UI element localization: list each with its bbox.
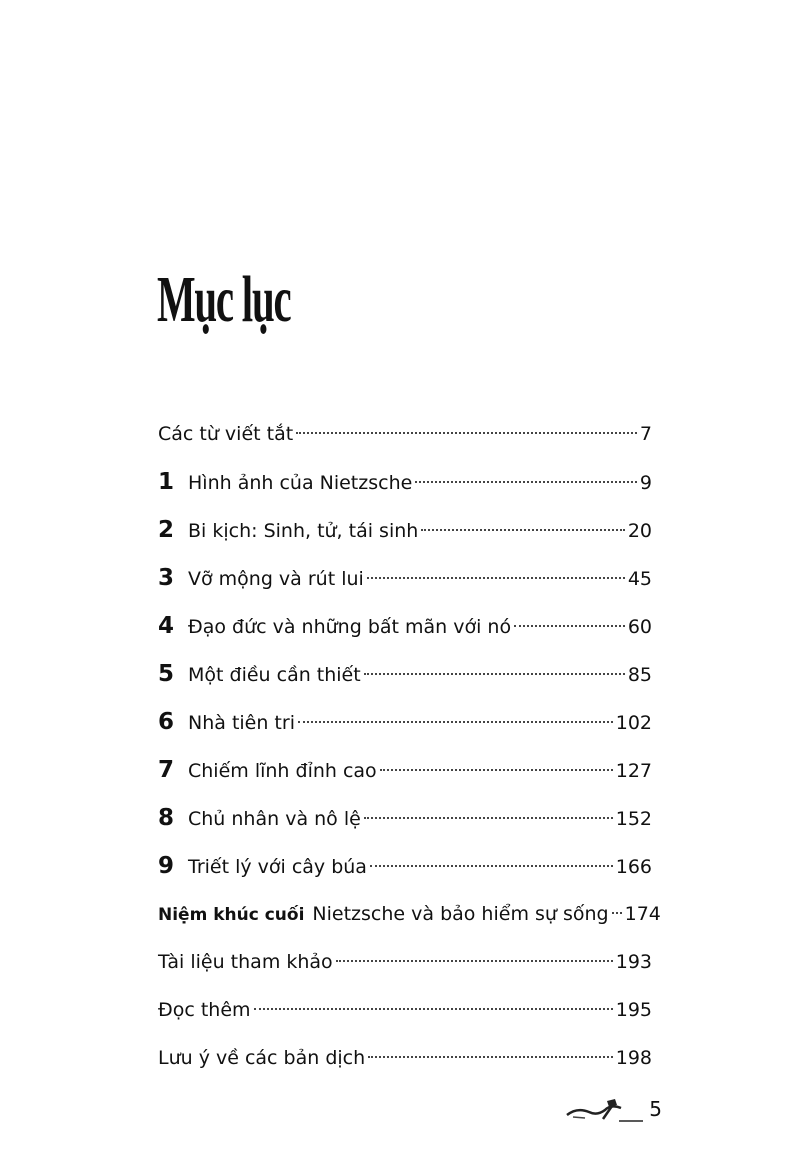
page-number: 5 bbox=[649, 1097, 662, 1121]
toc-entry-label: Chủ nhân và nô lệ bbox=[188, 808, 361, 830]
dot-leader bbox=[254, 1008, 613, 1010]
toc-entry-abbreviations[interactable] bbox=[158, 410, 652, 458]
toc-entry-label: Các từ viết tắt bbox=[158, 423, 294, 445]
dot-leader bbox=[370, 865, 613, 867]
hammer-ornament-icon bbox=[563, 1095, 643, 1123]
toc-entry-page: 9 bbox=[639, 472, 652, 494]
toc-entry-chapter-1[interactable] bbox=[158, 458, 652, 506]
toc-entry-chapter-5[interactable] bbox=[158, 650, 652, 698]
chapter-number: 5 bbox=[158, 661, 175, 687]
toc-entry-page: 102 bbox=[615, 712, 652, 734]
toc-entry-further-reading[interactable] bbox=[158, 986, 652, 1034]
chapter-number: 3 bbox=[158, 565, 175, 591]
chapter-number: 2 bbox=[158, 517, 175, 543]
chapter-number: 7 bbox=[158, 757, 175, 783]
toc-entry-chapter-9[interactable] bbox=[158, 842, 652, 890]
dot-leader bbox=[415, 481, 637, 483]
toc-entry-chapter-4[interactable] bbox=[158, 602, 652, 650]
toc-entry-page: 152 bbox=[615, 808, 652, 830]
dot-leader bbox=[421, 529, 625, 531]
toc-entry-page: 20 bbox=[627, 520, 652, 542]
toc-entry-chapter-2[interactable] bbox=[158, 506, 652, 554]
toc-entry-page: 195 bbox=[615, 999, 652, 1021]
toc-entry-page: 198 bbox=[615, 1047, 652, 1069]
dot-leader bbox=[368, 1056, 613, 1058]
toc-entry-page: 45 bbox=[627, 568, 652, 590]
toc-entry-page: 166 bbox=[615, 856, 652, 878]
page-footer bbox=[563, 1095, 662, 1123]
toc-entry-chapter-8[interactable] bbox=[158, 794, 652, 842]
toc-entry-label: Một điều cần thiết bbox=[188, 664, 361, 686]
toc-entry-label: Nhà tiên tri bbox=[188, 712, 295, 734]
toc-entry-label: Bi kịch: Sinh, tử, tái sinh bbox=[188, 520, 419, 542]
toc-entry-label: Tài liệu tham khảo bbox=[158, 951, 333, 973]
toc-entry-page: 7 bbox=[639, 423, 652, 445]
dot-leader bbox=[380, 769, 613, 771]
dot-leader bbox=[336, 960, 613, 962]
dot-leader bbox=[367, 577, 625, 579]
dot-leader bbox=[364, 817, 613, 819]
toc-entry-label: Vỡ mộng và rút lui bbox=[188, 568, 364, 590]
chapter-number: 8 bbox=[158, 805, 175, 831]
toc-entry-page: 193 bbox=[615, 951, 652, 973]
toc-entry-label: Nietzsche và bảo hiểm sự sống bbox=[312, 903, 609, 925]
dot-leader bbox=[514, 625, 625, 627]
toc-entry-label: Đạo đức và những bất mãn với nó bbox=[188, 616, 512, 638]
chapter-number: 1 bbox=[158, 469, 175, 495]
toc-entry-page: 174 bbox=[624, 903, 661, 925]
table-of-contents bbox=[158, 410, 661, 1082]
toc-entry-page: 85 bbox=[627, 664, 652, 686]
toc-entry-references[interactable] bbox=[158, 938, 652, 986]
toc-entry-chapter-6[interactable] bbox=[158, 698, 652, 746]
toc-entry-translation-notes[interactable] bbox=[158, 1034, 652, 1082]
toc-entry-label: Lưu ý về các bản dịch bbox=[158, 1047, 366, 1069]
page-title: Mục lục bbox=[157, 263, 291, 336]
toc-entry-page: 60 bbox=[627, 616, 652, 638]
toc-entry-label: Đọc thêm bbox=[158, 999, 251, 1021]
chapter-number: 4 bbox=[158, 613, 175, 639]
toc-entry-prefix: Niệm khúc cuối bbox=[158, 905, 305, 925]
toc-entry-label: Chiếm lĩnh đỉnh cao bbox=[188, 760, 377, 782]
dot-leader bbox=[364, 673, 625, 675]
dot-leader bbox=[612, 912, 622, 914]
toc-entry-page: 127 bbox=[615, 760, 652, 782]
toc-entry-label: Hình ảnh của Nietzsche bbox=[188, 472, 413, 494]
dot-leader bbox=[296, 432, 637, 434]
chapter-number: 9 bbox=[158, 853, 175, 879]
toc-entry-label: Triết lý với cây búa bbox=[188, 856, 367, 878]
toc-entry-chapter-7[interactable] bbox=[158, 746, 652, 794]
toc-entry-chapter-3[interactable] bbox=[158, 554, 652, 602]
toc-entry-epilogue[interactable] bbox=[158, 890, 661, 938]
dot-leader bbox=[298, 721, 613, 723]
chapter-number: 6 bbox=[158, 709, 175, 735]
